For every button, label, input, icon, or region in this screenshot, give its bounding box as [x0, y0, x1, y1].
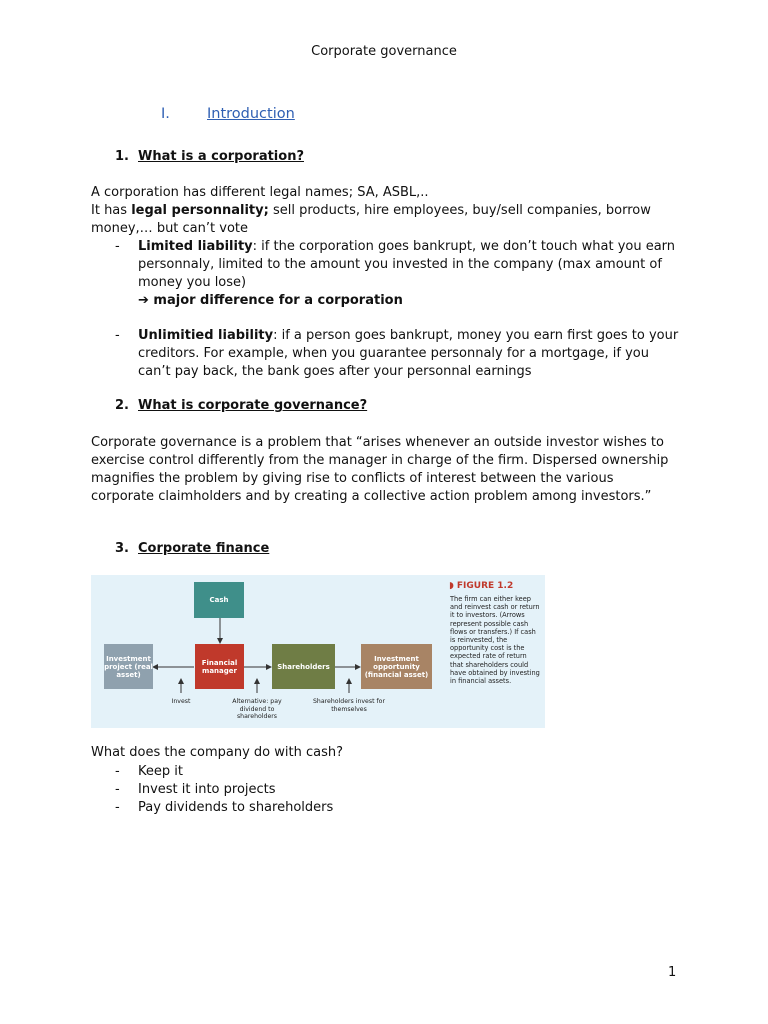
section-title[interactable]: Introduction — [207, 106, 295, 122]
page-header: Corporate governance — [311, 44, 457, 59]
label-shareholders-invest: Shareholders invest for themselves — [313, 698, 385, 713]
figure-cash-flow — [91, 575, 545, 728]
bullet-limited-liability: - Limited liability: if the corporation goes bankrupt, we don’t touch what you earn personnaly, limited to the amount you invested in the company (max amount of money you lose) ➔ major difference for a corporation — [91, 238, 681, 310]
box-investment-opportunity: Investment opportunity (financial asset) — [361, 644, 432, 689]
figure-title: ◗ FIGURE 1.2 — [449, 581, 514, 591]
subheading-corporate-governance: 2. What is corporate governance? — [115, 398, 368, 413]
corporation-line-1: A corporation has different legal names; SA, ASBL,.. — [91, 185, 429, 200]
figure-caption: The firm can either keep and reinvest cash or return it to investors. (Arrows represent possible cash flows or transfers.) If cash is reinvested, the opportunity cost is the expected rate of return that shareholders could have obtained by investing in financial assets. — [450, 595, 540, 686]
list-item: - Keep it — [115, 764, 183, 779]
major-difference-line: ➔ major difference for a corporation — [138, 293, 403, 308]
box-financial-manager: Financial manager — [195, 644, 244, 689]
list-item: - Pay dividends to shareholders — [115, 800, 334, 815]
list-intro: What does the company do with cash? — [91, 745, 343, 760]
section-heading — [161, 106, 295, 122]
corporation-line-2: It has legal personnality; sell products, hire employees, buy/sell companies, borrow money,… but can’t vote — [91, 203, 651, 236]
governance-paragraph: Corporate governance is a problem that “arises whenever an outside investor wishes to exercise control differently from the manager in charge of the firm. Dispersed ownership magnifies the problem by giving rise to conflicts of interest between the various corporate claimholders and by creating a collective action problem among investors.” — [91, 435, 669, 504]
figure-marker-icon: ◗ — [449, 581, 454, 591]
bullet-unlimited-liability: - Unlimitied liability: if a person goes bankrupt, money you earn first goes to your creditors. For example, when you guarantee personnaly for a mortgage, if you can’t pay back, the bank goes after your personnal earnings — [115, 328, 679, 379]
corporation-paragraph — [91, 184, 681, 238]
limited-liability-label: Limited liability — [138, 239, 253, 254]
box-investment-project: Investment project (real asset) — [104, 644, 153, 689]
subheading-what-is-corporation: 1. What is a corporation? — [115, 149, 304, 164]
subheading-corporate-finance: 3. Corporate finance — [115, 541, 270, 556]
section-number: I. — [161, 106, 170, 122]
unlimited-liability-label: Unlimitied liability — [138, 328, 274, 343]
box-cash: Cash — [194, 582, 244, 618]
label-invest: Invest — [171, 698, 191, 705]
label-alternative: Alternative: pay dividend to shareholders — [232, 698, 282, 720]
page-number: 1 — [668, 965, 677, 980]
list-item: - Invest it into projects — [115, 782, 276, 797]
box-shareholders: Shareholders — [272, 644, 335, 689]
